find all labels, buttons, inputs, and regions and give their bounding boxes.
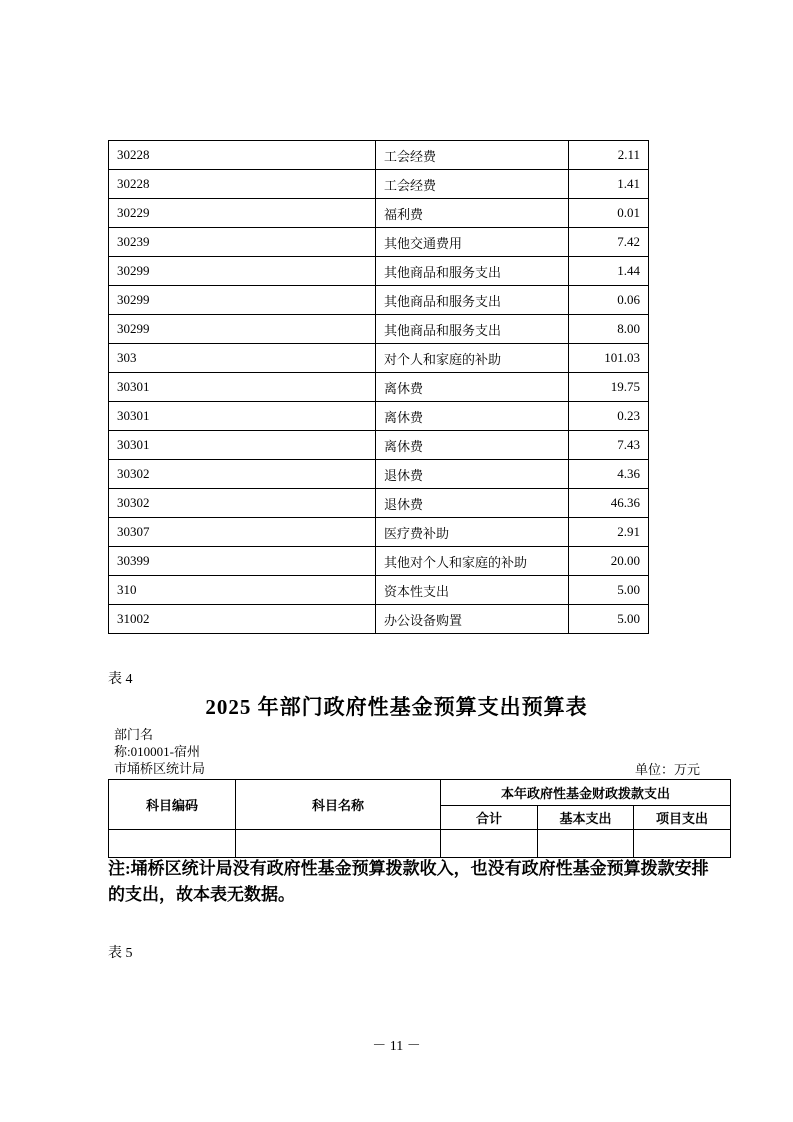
cell-code: 30228	[109, 141, 376, 170]
section-title: 2025 年部门政府性基金预算支出预算表	[205, 695, 588, 719]
fund-table-empty-row	[109, 830, 731, 858]
cell-code: 30299	[109, 257, 376, 286]
col-header-subject-name: 科目名称	[236, 780, 441, 830]
fund-budget-table	[108, 779, 731, 858]
unit-label: 单位：万元	[634, 762, 700, 777]
cell-value: 19.75	[569, 373, 649, 402]
cell-code: 30301	[109, 431, 376, 460]
table-row	[109, 286, 649, 315]
cell-code: 30299	[109, 315, 376, 344]
cell-name: 其他商品和服务支出	[376, 286, 569, 315]
cell-name: 离休费	[376, 402, 569, 431]
empty-cell	[236, 830, 441, 858]
cell-code: 30302	[109, 460, 376, 489]
table-row	[109, 199, 649, 228]
cell-code: 30302	[109, 489, 376, 518]
cell-name: 办公设备购置	[376, 605, 569, 634]
table-row	[109, 402, 649, 431]
cell-name: 资本性支出	[376, 576, 569, 605]
col-header-basic: 基本支出	[538, 806, 634, 830]
department-name-line1: 部门名	[114, 727, 154, 742]
table-row	[109, 170, 649, 199]
cell-name: 医疗费补助	[376, 518, 569, 547]
table-row	[109, 228, 649, 257]
table-row	[109, 257, 649, 286]
table-row	[109, 489, 649, 518]
cell-code: 30229	[109, 199, 376, 228]
empty-cell	[538, 830, 634, 858]
department-name	[114, 726, 205, 777]
table-row	[109, 373, 649, 402]
fund-table-header-row1	[109, 780, 731, 806]
table-row	[109, 547, 649, 576]
cell-value: 0.06	[569, 286, 649, 315]
cell-name: 退休费	[376, 489, 569, 518]
table4-label: 表 4	[108, 672, 133, 687]
cell-value: 4.36	[569, 460, 649, 489]
table-row	[109, 605, 649, 634]
cell-value: 0.23	[569, 402, 649, 431]
cell-name: 对个人和家庭的补助	[376, 344, 569, 373]
note-text: 注:埇桥区统计局没有政府性基金预算拨款收入，也没有政府性基金预算拨款安排的支出，故本表无数据。	[108, 859, 709, 904]
cell-name: 其他对个人和家庭的补助	[376, 547, 569, 576]
cell-value: 5.00	[569, 576, 649, 605]
cell-value: 101.03	[569, 344, 649, 373]
cell-value: 5.00	[569, 605, 649, 634]
cell-name: 工会经费	[376, 170, 569, 199]
cell-value: 8.00	[569, 315, 649, 344]
department-name-line3: 市埇桥区统计局	[114, 761, 206, 776]
col-header-total: 合计	[441, 806, 538, 830]
cell-name: 其他交通费用	[376, 228, 569, 257]
cell-value: 7.43	[569, 431, 649, 460]
empty-cell	[109, 830, 236, 858]
table-row	[109, 460, 649, 489]
cell-name: 退休费	[376, 460, 569, 489]
cell-code: 30301	[109, 402, 376, 431]
cell-name: 福利费	[376, 199, 569, 228]
cell-value: 2.91	[569, 518, 649, 547]
cell-code: 30239	[109, 228, 376, 257]
cell-code: 30228	[109, 170, 376, 199]
cell-code: 303	[109, 344, 376, 373]
col-header-subject-code: 科目编码	[109, 780, 236, 830]
cell-value: 20.00	[569, 547, 649, 576]
page-number: － 11 －	[372, 1039, 421, 1054]
cell-code: 30307	[109, 518, 376, 547]
empty-cell	[634, 830, 731, 858]
cell-code: 30399	[109, 547, 376, 576]
cell-name: 其他商品和服务支出	[376, 315, 569, 344]
cell-value: 46.36	[569, 489, 649, 518]
empty-cell	[441, 830, 538, 858]
table-row	[109, 344, 649, 373]
cell-name: 其他商品和服务支出	[376, 257, 569, 286]
col-header-fund-group: 本年政府性基金财政拨款支出	[441, 780, 731, 806]
table-row	[109, 431, 649, 460]
cell-value: 0.01	[569, 199, 649, 228]
cell-value: 1.44	[569, 257, 649, 286]
cell-code: 31002	[109, 605, 376, 634]
budget-detail-table-body	[109, 141, 649, 634]
col-header-project: 项目支出	[634, 806, 731, 830]
cell-code: 30299	[109, 286, 376, 315]
table-row	[109, 518, 649, 547]
cell-code: 310	[109, 576, 376, 605]
department-name-line2: 称:010001-宿州	[114, 744, 200, 759]
table-row	[109, 576, 649, 605]
cell-name: 工会经费	[376, 141, 569, 170]
cell-value: 1.41	[569, 170, 649, 199]
cell-name: 离休费	[376, 373, 569, 402]
cell-value: 2.11	[569, 141, 649, 170]
table-row	[109, 141, 649, 170]
budget-detail-table	[108, 140, 649, 634]
table-row	[109, 315, 649, 344]
cell-name: 离休费	[376, 431, 569, 460]
cell-code: 30301	[109, 373, 376, 402]
cell-value: 7.42	[569, 228, 649, 257]
table5-label: 表 5	[108, 946, 133, 961]
